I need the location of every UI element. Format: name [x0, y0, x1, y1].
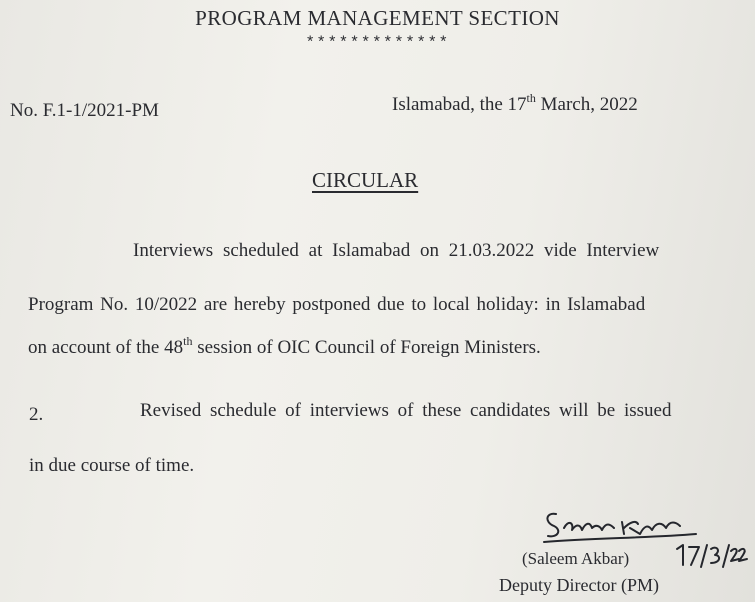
place-date-prefix: Islamabad, the 17 — [392, 94, 527, 115]
heading-asterisk-rule: ************* — [305, 34, 450, 52]
place-date-suffix: March, 2022 — [535, 94, 638, 115]
para1-line3 — [28, 334, 541, 359]
signatory-name: (Saleem Akbar) — [522, 549, 630, 568]
para1-line2: Program No. 10/2022 are hereby postponed due to local holiday: in Islamabad — [28, 294, 646, 315]
para2-line1: Revised schedule of interviews of these candidates will be issued — [140, 400, 672, 421]
para2-number: 2. — [29, 404, 44, 425]
section-heading: PROGRAM MANAGEMENT SECTION — [195, 6, 560, 30]
para1-line1: Interviews scheduled at Islamabad on 21.03.2022 vide Interview — [133, 240, 660, 261]
signatory-designation: Deputy Director (PM) — [499, 575, 659, 595]
para2-line2: in due course of time. — [29, 455, 195, 476]
para1-line3-prefix: on account of the 48 — [28, 337, 184, 358]
place-and-date — [392, 91, 638, 116]
para1-line3-suffix: session of OIC Council of Foreign Ministers. — [192, 337, 541, 358]
para1-line3-ordinal: th — [183, 334, 193, 348]
reference-number: No. F.1-1/2021-PM — [10, 100, 159, 121]
place-date-ordinal: th — [526, 91, 536, 105]
circular-title: CIRCULAR — [312, 168, 419, 192]
handwritten-date — [673, 541, 749, 571]
